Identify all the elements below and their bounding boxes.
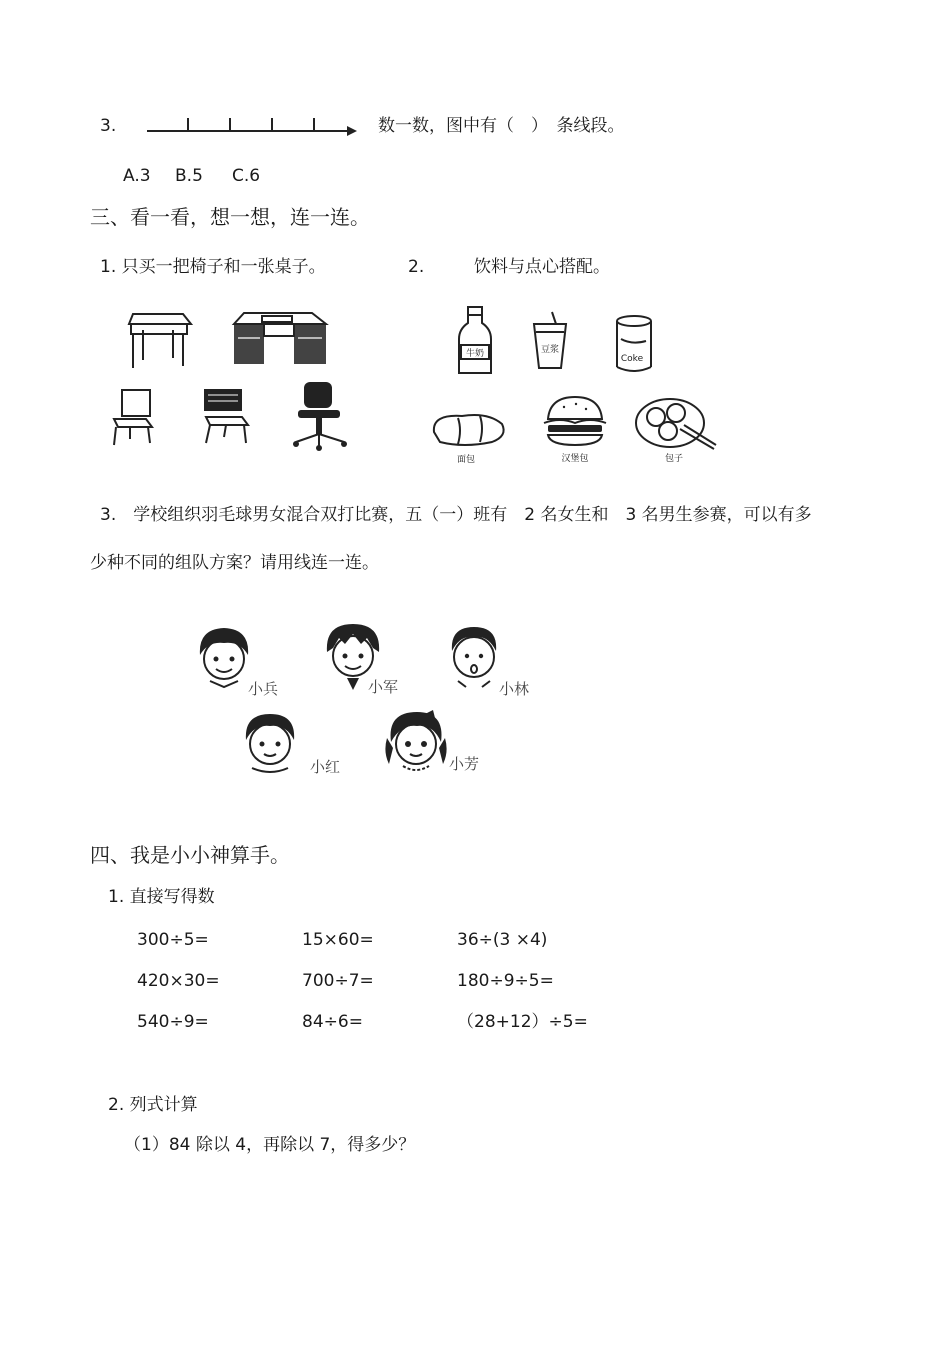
food-label: 包子: [664, 454, 684, 464]
number-line-diagram: [145, 116, 360, 138]
drink-label: Coke: [620, 354, 644, 364]
question-text: 少种不同的组队方案？请用线连一连。: [90, 553, 379, 573]
hamburger-icon: [540, 393, 610, 467]
drink-label: 牛奶: [465, 349, 485, 359]
office-chair-icon: [292, 380, 348, 452]
boy-name: 小兵: [248, 680, 279, 698]
calc-item: 36÷(3 ×4): [457, 930, 548, 950]
question-number: 2.: [408, 257, 425, 277]
calc-item: 540÷9=: [137, 1012, 209, 1032]
section-title: 四、我是小小神算手。: [90, 843, 290, 867]
calc-item: 420×30=: [137, 971, 220, 991]
drink-label: 豆浆: [540, 345, 560, 355]
girl-name: 小芳: [449, 755, 480, 773]
question-text: 3. 学校组织羽毛球男女混合双打比赛，五（一）班有 2 名女生和 3 名男生参赛，可以有多: [100, 505, 812, 525]
bread-icon: [428, 402, 510, 468]
question-text: 1. 只买一把椅子和一张桌子。: [100, 257, 326, 277]
calc-item: 15×60=: [302, 930, 374, 950]
steamed-buns-icon: [632, 393, 722, 467]
girl-name: 小红: [310, 758, 341, 776]
boy-avatar: [444, 623, 502, 693]
question-text: 1. 直接写得数: [108, 887, 215, 907]
question-number: 3.: [100, 116, 117, 136]
option-c: C.6: [232, 166, 261, 186]
boy-avatar: [194, 625, 252, 695]
question-text: 饮料与点心搭配。: [474, 257, 610, 277]
calc-item: 700÷7=: [302, 971, 374, 991]
chair-icon: [198, 387, 253, 449]
cola-can-icon: [612, 315, 656, 375]
boy-name: 小军: [368, 678, 399, 696]
calc-item: （28+12）÷5=: [457, 1012, 588, 1032]
office-desk-icon: [232, 310, 330, 368]
boy-name: 小林: [499, 680, 530, 698]
calc-item: 300÷5=: [137, 930, 209, 950]
question-text: （1）84 除以 4，再除以 7，得多少？: [124, 1135, 416, 1155]
girl-avatar: [383, 708, 449, 778]
calc-item: 180÷9÷5=: [457, 971, 554, 991]
soymilk-cup-icon: [530, 310, 570, 372]
milk-bottle-icon: [455, 305, 495, 377]
chair-icon: [108, 387, 160, 449]
question-text: 2. 列式计算: [108, 1095, 198, 1115]
option-a: A.3: [123, 166, 151, 186]
food-label: 面包: [456, 455, 476, 465]
option-b: B.5: [175, 166, 203, 186]
calc-item: 84÷6=: [302, 1012, 363, 1032]
desk-icon: [125, 308, 195, 373]
food-label: 汉堡包: [561, 454, 589, 464]
section-title: 三、看一看，想一想，连一连。: [90, 205, 370, 229]
question-text: 数一数，图中有（ ） 条线段。: [378, 116, 625, 136]
girl-avatar: [238, 710, 300, 778]
